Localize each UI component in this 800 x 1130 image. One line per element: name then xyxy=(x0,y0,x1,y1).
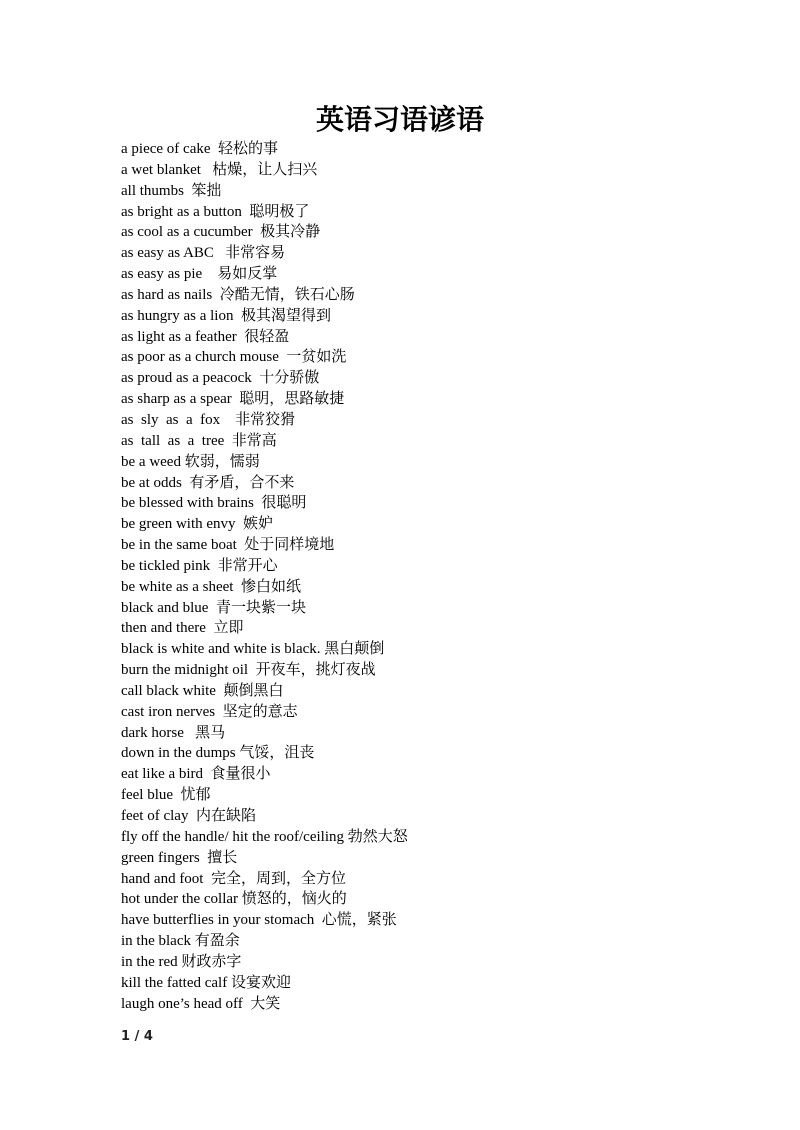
idiom-entry: be green with envy 嫉妒 xyxy=(121,516,274,533)
idiom-entry: as cool as a cucumber 极其冷静 xyxy=(121,224,321,241)
idiom-entry: be at odds 有矛盾，合不来 xyxy=(121,474,295,491)
idiom-entry: dark horse 黑马 xyxy=(121,724,226,741)
idiom-entry: be in the same boat 处于同样境地 xyxy=(121,537,335,554)
idiom-entry: green fingers 擅长 xyxy=(121,849,238,866)
idiom-entry: as easy as pie 易如反掌 xyxy=(121,266,278,283)
idiom-entry: then and there 立即 xyxy=(121,620,244,637)
idiom-entry: in the black 有盈余 xyxy=(121,933,240,950)
idiom-entry: be a weed 软弱，懦弱 xyxy=(121,453,260,470)
idiom-entry: as hard as nails 冷酷无情，铁石心肠 xyxy=(121,286,355,303)
idiom-entry: kill the fatted calf 设宴欢迎 xyxy=(121,974,291,991)
page-title: 英语习语谚语 xyxy=(315,103,484,136)
idiom-entry: as sharp as a spear 聪明，思路敏捷 xyxy=(121,391,345,408)
idiom-entry: as bright as a button 聪明极了 xyxy=(121,203,310,220)
idiom-entry: all thumbs 笨拙 xyxy=(121,182,222,199)
idiom-entry: a piece of cake 轻松的事 xyxy=(121,141,279,157)
idiom-entry: as proud as a peacock 十分骄傲 xyxy=(121,370,320,387)
idiom-entry: feet of clay 内在缺陷 xyxy=(121,808,256,824)
idiom-entry: feel blue 忧郁 xyxy=(121,787,211,804)
idiom-entry: hand and foot 完全，周到，全方位 xyxy=(121,870,346,887)
idiom-entry: cast iron nerves 坚定的意志 xyxy=(121,703,298,720)
idiom-entry: fly off the handle/ hit the roof/ceiling 勃然大怒 xyxy=(121,828,408,845)
idiom-entry: as hungry as a lion 极其渴望得到 xyxy=(121,307,331,324)
idiom-entry: call black white 颠倒黑白 xyxy=(121,682,284,699)
idiom-entry: down in the dumps 气馁，沮丧 xyxy=(121,745,315,762)
idiom-entry: hot under the collar 愤怒的，恼火的 xyxy=(121,891,347,908)
idiom-entry: as tall as a tree 非常高 xyxy=(121,432,277,449)
idiom-entry: be blessed with brains 很聪明 xyxy=(121,495,307,512)
idiom-entry: in the red 财政赤字 xyxy=(121,953,242,970)
idiom-entry: burn the midnight oil 开夜车，挑灯夜战 xyxy=(121,662,376,679)
idiom-entry: black and blue 青一块紫一块 xyxy=(121,599,306,616)
idiom-entry: as sly as a fox 非常狡猾 xyxy=(121,411,296,428)
idiom-entry: eat like a bird 食量很小 xyxy=(121,766,271,783)
idiom-entry: a wet blanket 枯燥，让人扫兴 xyxy=(121,161,318,178)
idiom-entry: as poor as a church mouse 一贫如洗 xyxy=(121,349,347,366)
page-indicator: 1 / 4 xyxy=(121,1029,153,1044)
idiom-entry: be tickled pink 非常开心 xyxy=(121,557,278,574)
idiom-list xyxy=(121,139,408,1014)
idiom-entry: black is white and white is black. 黑白颠倒 xyxy=(121,641,385,658)
idiom-entry: as light as a feather 很轻盈 xyxy=(121,328,290,345)
idiom-entry: be white as a sheet 惨白如纸 xyxy=(121,578,301,595)
idiom-entry: have butterflies in your stomach 心慌，紧张 xyxy=(121,912,397,929)
idiom-entry: as easy as ABC 非常容易 xyxy=(121,245,286,262)
idiom-entry: laugh one’s head off 大笑 xyxy=(121,995,281,1012)
